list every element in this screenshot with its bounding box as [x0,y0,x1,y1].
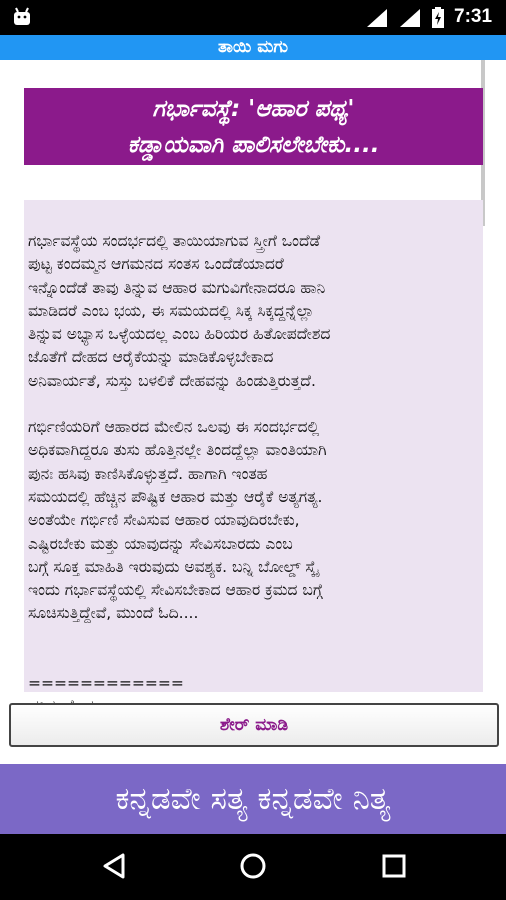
text-line: ತಿನ್ನುವ ಅಭ್ಯಾಸ ಒಳ್ಳೆಯದಲ್ಲ ಎಂಬ ಹಿರಿಯರ ಹಿತೋಪದೇಶದ [28,325,331,344]
footer-slogan: ಕನ್ನಡವೇ ಸತ್ಯ ಕನ್ನಡವೇ ನಿತ್ಯ [0,764,506,834]
text-line: ಗರ್ಭಾವಸ್ಥೆಯ ಸಂದರ್ಭದಲ್ಲಿ ತಾಯಿಯಾಗುವ ಸ್ತ್ರೀಗೆ ಒಂದೆಡೆ [28,232,321,250]
text-line: ಗರ್ಭಿಣಿಯರಿಗೆ ಆಹಾರದ ಮೇಲಿನ ಒಲವು ಈ ಸಂದರ್ಭದಲ್ಲಿ [28,418,320,437]
text-line: ಮಾಡಿದರೆ ಎಂಬ ಭಯ, ಈ ಸಮಯದಲ್ಲಿ ಸಿಕ್ಕ ಸಿಕ್ಕದ್ದನ್ನೆಲ್ಲಾ [28,301,315,320]
text-line: ಸಮಯದಲ್ಲಿ ಹೆಚ್ಚಿನ ಪೌಷ್ಟಿಕ ಆಹಾರ ಮತ್ತು ಆರೈಕೆ ಅತ್ಯಗತ್ಯ. [28,487,323,506]
text-line: ಎಷ್ಟಿರಬೇಕು ಮತ್ತು ಯಾವುದನ್ನು ಸೇವಿಸಬಾರದು ಎಂಬ [28,534,293,553]
status-bar [0,0,506,35]
text-line: ಪುಟ್ಟ ಕಂದಮ್ಮನ ಆಗಮನದ ಸಂತಸ ಒಂದೆಡೆಯಾದರೆ [28,255,284,274]
navigation-bar [0,834,506,900]
share-button[interactable]: ಶೇರ್ ಮಾಡಿ [9,703,499,747]
app-title: ತಾಯಿ ಮಗು [0,35,506,60]
home-icon[interactable] [239,852,267,880]
heading-line: ಗರ್ಭಾವಸ್ಥೆ: 'ಆಹಾರ ಪಥ್ಯ' [152,95,355,122]
android-icon [12,7,32,27]
article-paragraph [28,230,479,393]
text-line: ಇನ್ನೊಂದೆಡೆ ತಾವು ತಿನ್ನುವ ಆಹಾರ ಮಗುವಿಗೇನಾದರೂ ಹಾನಿ [28,278,326,297]
signal-icon [400,9,420,27]
text-line: ಅನಿವಾರ್ಯತೆ, ಸುಸ್ತು ಬಳಲಿಕೆ ದೇಹವನ್ನು ಹಿಂಡುತ್ತಿರುತ್ತದೆ. [28,371,316,390]
battery-icon [432,7,444,28]
article-body[interactable] [24,200,483,692]
article-heading [24,88,483,165]
back-icon[interactable] [101,852,127,880]
text-line: ============ [28,674,184,693]
text-line [28,649,479,672]
heading-line: ಕಡ್ಡಾಯವಾಗಿ ಪಾಲಿಸಲೇಬೇಕು.... [127,131,380,158]
text-line: ಅಧಿಕವಾಗಿದ್ದರೂ ತುಸು ಹೊತ್ತಿನಲ್ಲೇ ತಿಂದದ್ದೆಲ್ಲಾ ವಾಂತಿಯಾಗಿ [28,441,327,460]
text-line: ಪುನಃ ಹಸಿವು ಕಾಣಿಸಿಕೊಳ್ಳುತ್ತದೆ. ಹಾಗಾಗಿ ಇಂತಹ [28,464,268,483]
article-paragraph [28,416,479,626]
text-line: ಬಗ್ಗೆ ಸೂಕ್ತ ಮಾಹಿತಿ ಇರುವುದು ಅವಶ್ಯಕ. ಬನ್ನಿ ಬೋಲ್ಡ್ ಸ್ಕೈ [28,557,319,576]
text-line: ಇಂದು ಗರ್ಭಾವಸ್ಥೆಯಲ್ಲಿ ಸೇವಿಸಬೇಕಾದ ಆಹಾರ ಕ್ರಮದ ಬಗ್ಗೆ [28,581,323,600]
recents-icon[interactable] [381,852,407,880]
text-line: ಅಂತೆಯೇ ಗರ್ಭಿಣಿ ಸೇವಿಸುವ ಆಹಾರ ಯಾವುದಿರಬೇಕು, [28,511,300,530]
status-time: 7:31 [454,6,493,27]
text-line: ಜೊತೆಗೆ ದೇಹದ ಆರೈಕೆಯನ್ನು ಮಾಡಿಕೊಳ್ಳಬೇಕಾದ [28,348,274,367]
text-line: ಸೂಚಿಸುತ್ತಿದ್ದೇವೆ, ಮುಂದೆ ಓದಿ.... [28,604,199,623]
signal-icon [367,9,387,27]
